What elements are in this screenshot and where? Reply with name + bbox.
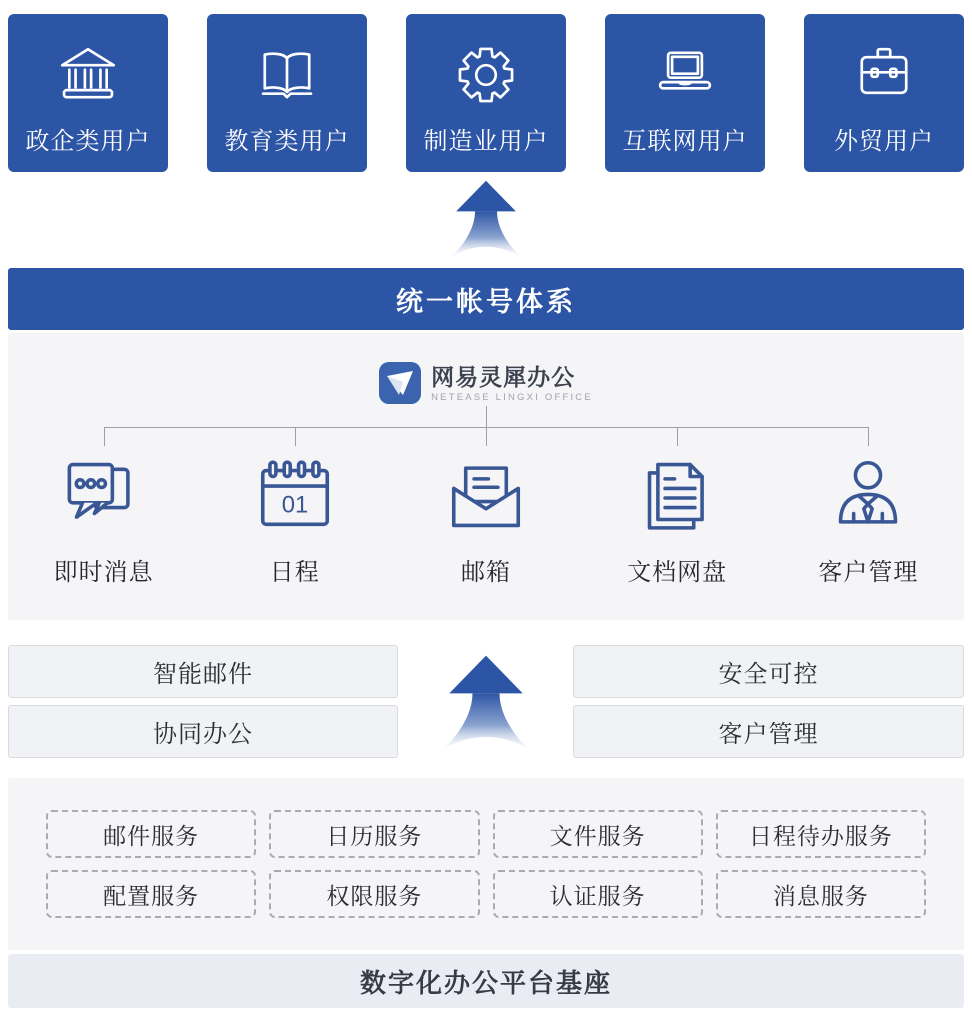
user-type-label: 政企类用户 [25,128,151,155]
service-box-permission: 权限服务 [269,870,479,918]
lingxi-apps-panel [8,333,964,620]
app-label: 邮箱 [460,559,511,586]
apps-row [8,454,964,587]
arrow-zone-middle [398,645,573,758]
user-type-label: 教育类用户 [224,128,350,155]
app-instant-messaging [8,454,199,587]
app-schedule [199,454,390,587]
mail-icon [443,454,529,542]
platform-base-bar [8,954,964,1008]
service-box-config: 配置服务 [46,870,256,918]
unified-account-bar-label: 统一帐号体系 [396,286,576,317]
service-box-calendar: 日历服务 [269,810,479,858]
app-customer-management [773,454,964,587]
documents-icon [634,454,720,542]
lingxi-logo-icon [379,362,421,404]
feature-box-crm: 客户管理 [573,705,964,758]
app-mailbox [390,454,581,587]
logo-title: 网易灵犀办公 [431,363,576,390]
features-right-column [573,645,964,758]
bank-icon [50,43,126,107]
services-panel [8,778,964,950]
user-box-manufacturing [406,14,566,172]
laptop-icon [647,43,723,107]
arrow-zone-top [8,172,964,268]
connector-drop [104,427,105,446]
user-box-education [207,14,367,172]
chat-icon [61,454,147,542]
user-type-label: 外贸用户 [834,128,934,155]
unified-account-bar [8,268,964,330]
feature-box-security: 安全可控 [573,645,964,698]
user-box-foreign-trade [804,14,964,172]
connector-stem [486,406,487,427]
user-types-row [8,14,964,172]
logo-subtitle: NETEASE LINGXI OFFICE [431,391,593,403]
connector-drop [486,427,487,446]
app-label: 日程 [269,559,320,586]
service-box-todo: 日程待办服务 [716,810,926,858]
briefcase-icon [846,43,922,107]
connector-drop [295,427,296,446]
user-box-government [8,14,168,172]
lingxi-logo [8,360,964,406]
feature-box-collaboration: 协同办公 [8,705,398,758]
up-arrow-icon [434,176,538,264]
calendar-icon [252,454,338,542]
app-label: 客户管理 [818,559,919,586]
user-type-label: 互联网用户 [622,128,748,155]
service-box-file: 文件服务 [493,810,703,858]
service-box-message: 消息服务 [716,870,926,918]
up-arrow-icon [428,638,544,770]
connector-drop [677,427,678,446]
service-box-mail: 邮件服务 [46,810,256,858]
user-box-internet [605,14,765,172]
connector-drop [868,427,869,446]
user-type-label: 制造业用户 [423,128,549,155]
feature-box-smart-mail: 智能邮件 [8,645,398,698]
connector-tree [8,406,964,446]
features-section [8,645,964,758]
app-label: 即时消息 [53,559,154,586]
app-document-drive [582,454,773,587]
gear-icon [448,43,524,107]
app-label: 文档网盘 [627,559,728,586]
calendar-day-text: 01 [281,491,309,519]
service-box-auth: 认证服务 [493,870,703,918]
book-icon [249,43,325,107]
platform-base-label: 数字化办公平台基座 [359,967,612,998]
features-left-column [8,645,398,758]
person-icon [825,454,911,542]
